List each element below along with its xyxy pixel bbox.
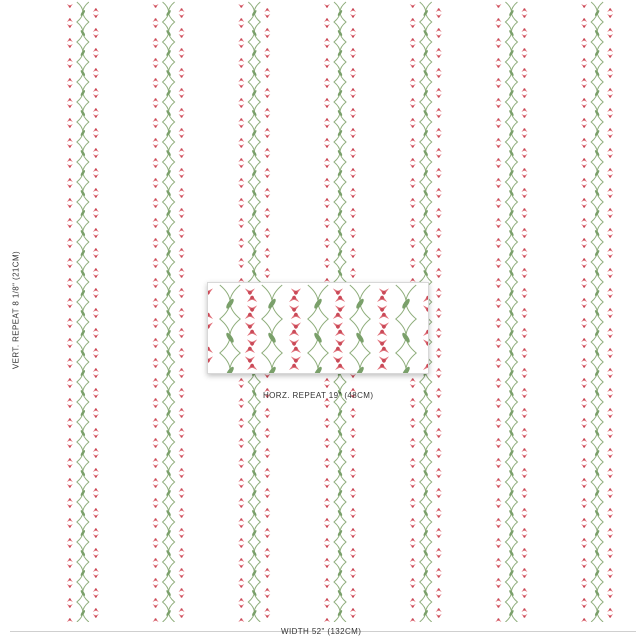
floral-stripe-s4 <box>379 285 428 373</box>
repeat-swatch <box>207 282 429 374</box>
width-label: WIDTH 52" (132CM) <box>281 627 362 636</box>
horizontal-repeat-label: HORZ. REPEAT 19" (48CM) <box>263 391 374 400</box>
floral-stripe-6 <box>581 2 613 622</box>
floral-stripe-5 <box>495 2 527 622</box>
repeat-swatch-svg <box>208 283 428 373</box>
vertical-repeat-label: VERT. REPEAT 8 1/8" (21CM) <box>11 250 21 370</box>
floral-stripe-1 <box>153 2 185 622</box>
floral-stripe-0 <box>67 2 99 622</box>
